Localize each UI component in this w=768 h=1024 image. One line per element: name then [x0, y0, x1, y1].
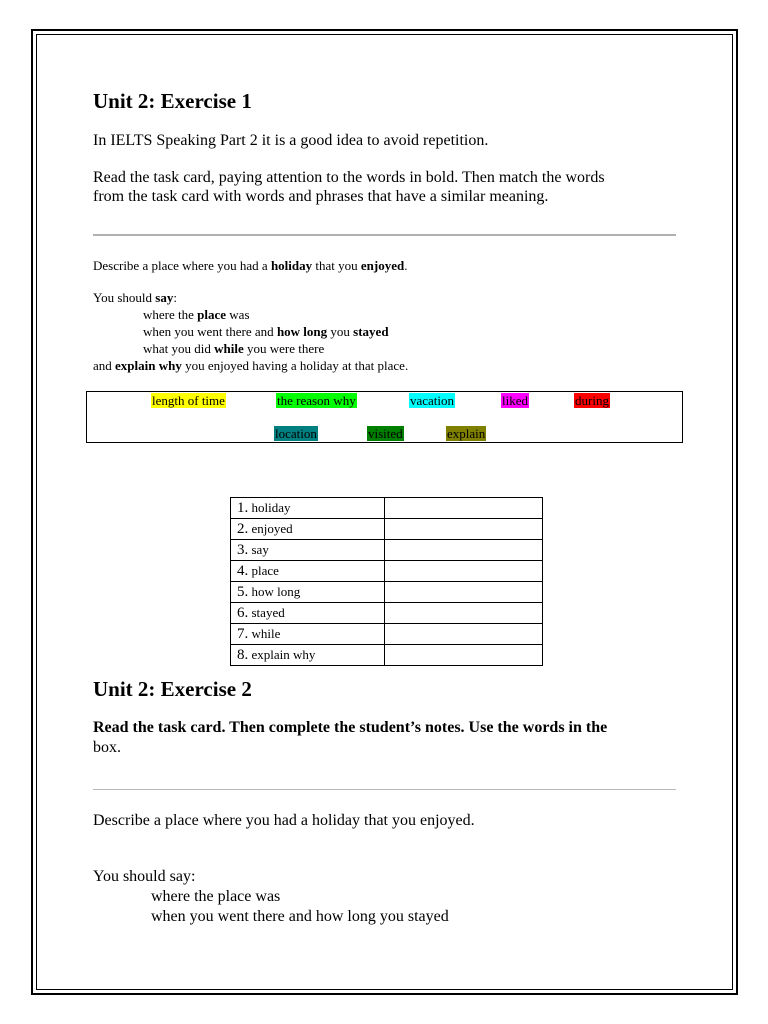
task-card-line3: where the place was [143, 307, 250, 322]
matching-table [230, 497, 543, 666]
task-card-line2: You should say: [93, 290, 177, 305]
table-row [231, 645, 543, 666]
answer-cell[interactable] [385, 624, 543, 645]
divider [93, 789, 676, 790]
exercise1-intro: In IELTS Speaking Part 2 it is a good idea to avoid repetition. [93, 132, 489, 149]
word-chip: vacation [410, 393, 455, 408]
task-card-line6: and explain why you enjoyed having a holiday at that place. [93, 358, 409, 373]
table-cell-word: 5. how long [231, 582, 385, 603]
answer-cell[interactable] [385, 540, 543, 561]
table-row [231, 519, 543, 540]
exercise2-task-line1: Describe a place where you had a holiday that you enjoyed. [93, 812, 475, 829]
table-cell-word: 6. stayed [231, 603, 385, 624]
word-chip: liked [502, 393, 528, 408]
table-row [231, 561, 543, 582]
exercise2-task-line2: You should say: [93, 868, 196, 885]
exercise1-instructions-line1: Read the task card, paying attention to the words in bold. Then match the words [93, 169, 605, 186]
exercise1-heading: Unit 2: Exercise 1 [93, 89, 252, 113]
answer-cell[interactable] [385, 498, 543, 519]
word-chip: location [275, 426, 317, 441]
answer-cell[interactable] [385, 561, 543, 582]
exercise2-task-line3: where the place was [151, 888, 281, 905]
exercise2-heading: Unit 2: Exercise 2 [93, 677, 252, 701]
table-cell-word: 4. place [231, 561, 385, 582]
table-row [231, 603, 543, 624]
table-row [231, 540, 543, 561]
table-row [231, 498, 543, 519]
word-chip: during [575, 393, 609, 408]
word-chip: visited [368, 426, 403, 441]
exercise2-instructions-line1: Read the task card. Then complete the student’s notes. Use the words in the [93, 719, 608, 736]
table-cell-word: 3. say [231, 540, 385, 561]
exercise2-instructions-line2: box. [93, 739, 121, 756]
table-cell-word: 2. enjoyed [231, 519, 385, 540]
table-cell-word: 7. while [231, 624, 385, 645]
task-card-line4: when you went there and how long you stayed [143, 324, 389, 339]
answer-cell[interactable] [385, 645, 543, 666]
word-chip: the reason why [277, 393, 356, 408]
exercise1-instructions-line2: from the task card with words and phrases that have a similar meaning. [93, 188, 549, 205]
table-cell-word: 1. holiday [231, 498, 385, 519]
table-row [231, 624, 543, 645]
exercise2-task-line4: when you went there and how long you stayed [151, 908, 449, 925]
answer-cell[interactable] [385, 519, 543, 540]
answer-cell[interactable] [385, 603, 543, 624]
answer-cell[interactable] [385, 582, 543, 603]
table-cell-word: 8. explain why [231, 645, 385, 666]
word-chip: explain [447, 426, 486, 441]
task-card-line1: Describe a place where you had a holiday that you enjoyed. [93, 258, 408, 273]
task-card-line5: what you did while you were there [143, 341, 325, 356]
word-chip: length of time [152, 393, 225, 408]
table-row [231, 582, 543, 603]
divider [93, 234, 676, 236]
